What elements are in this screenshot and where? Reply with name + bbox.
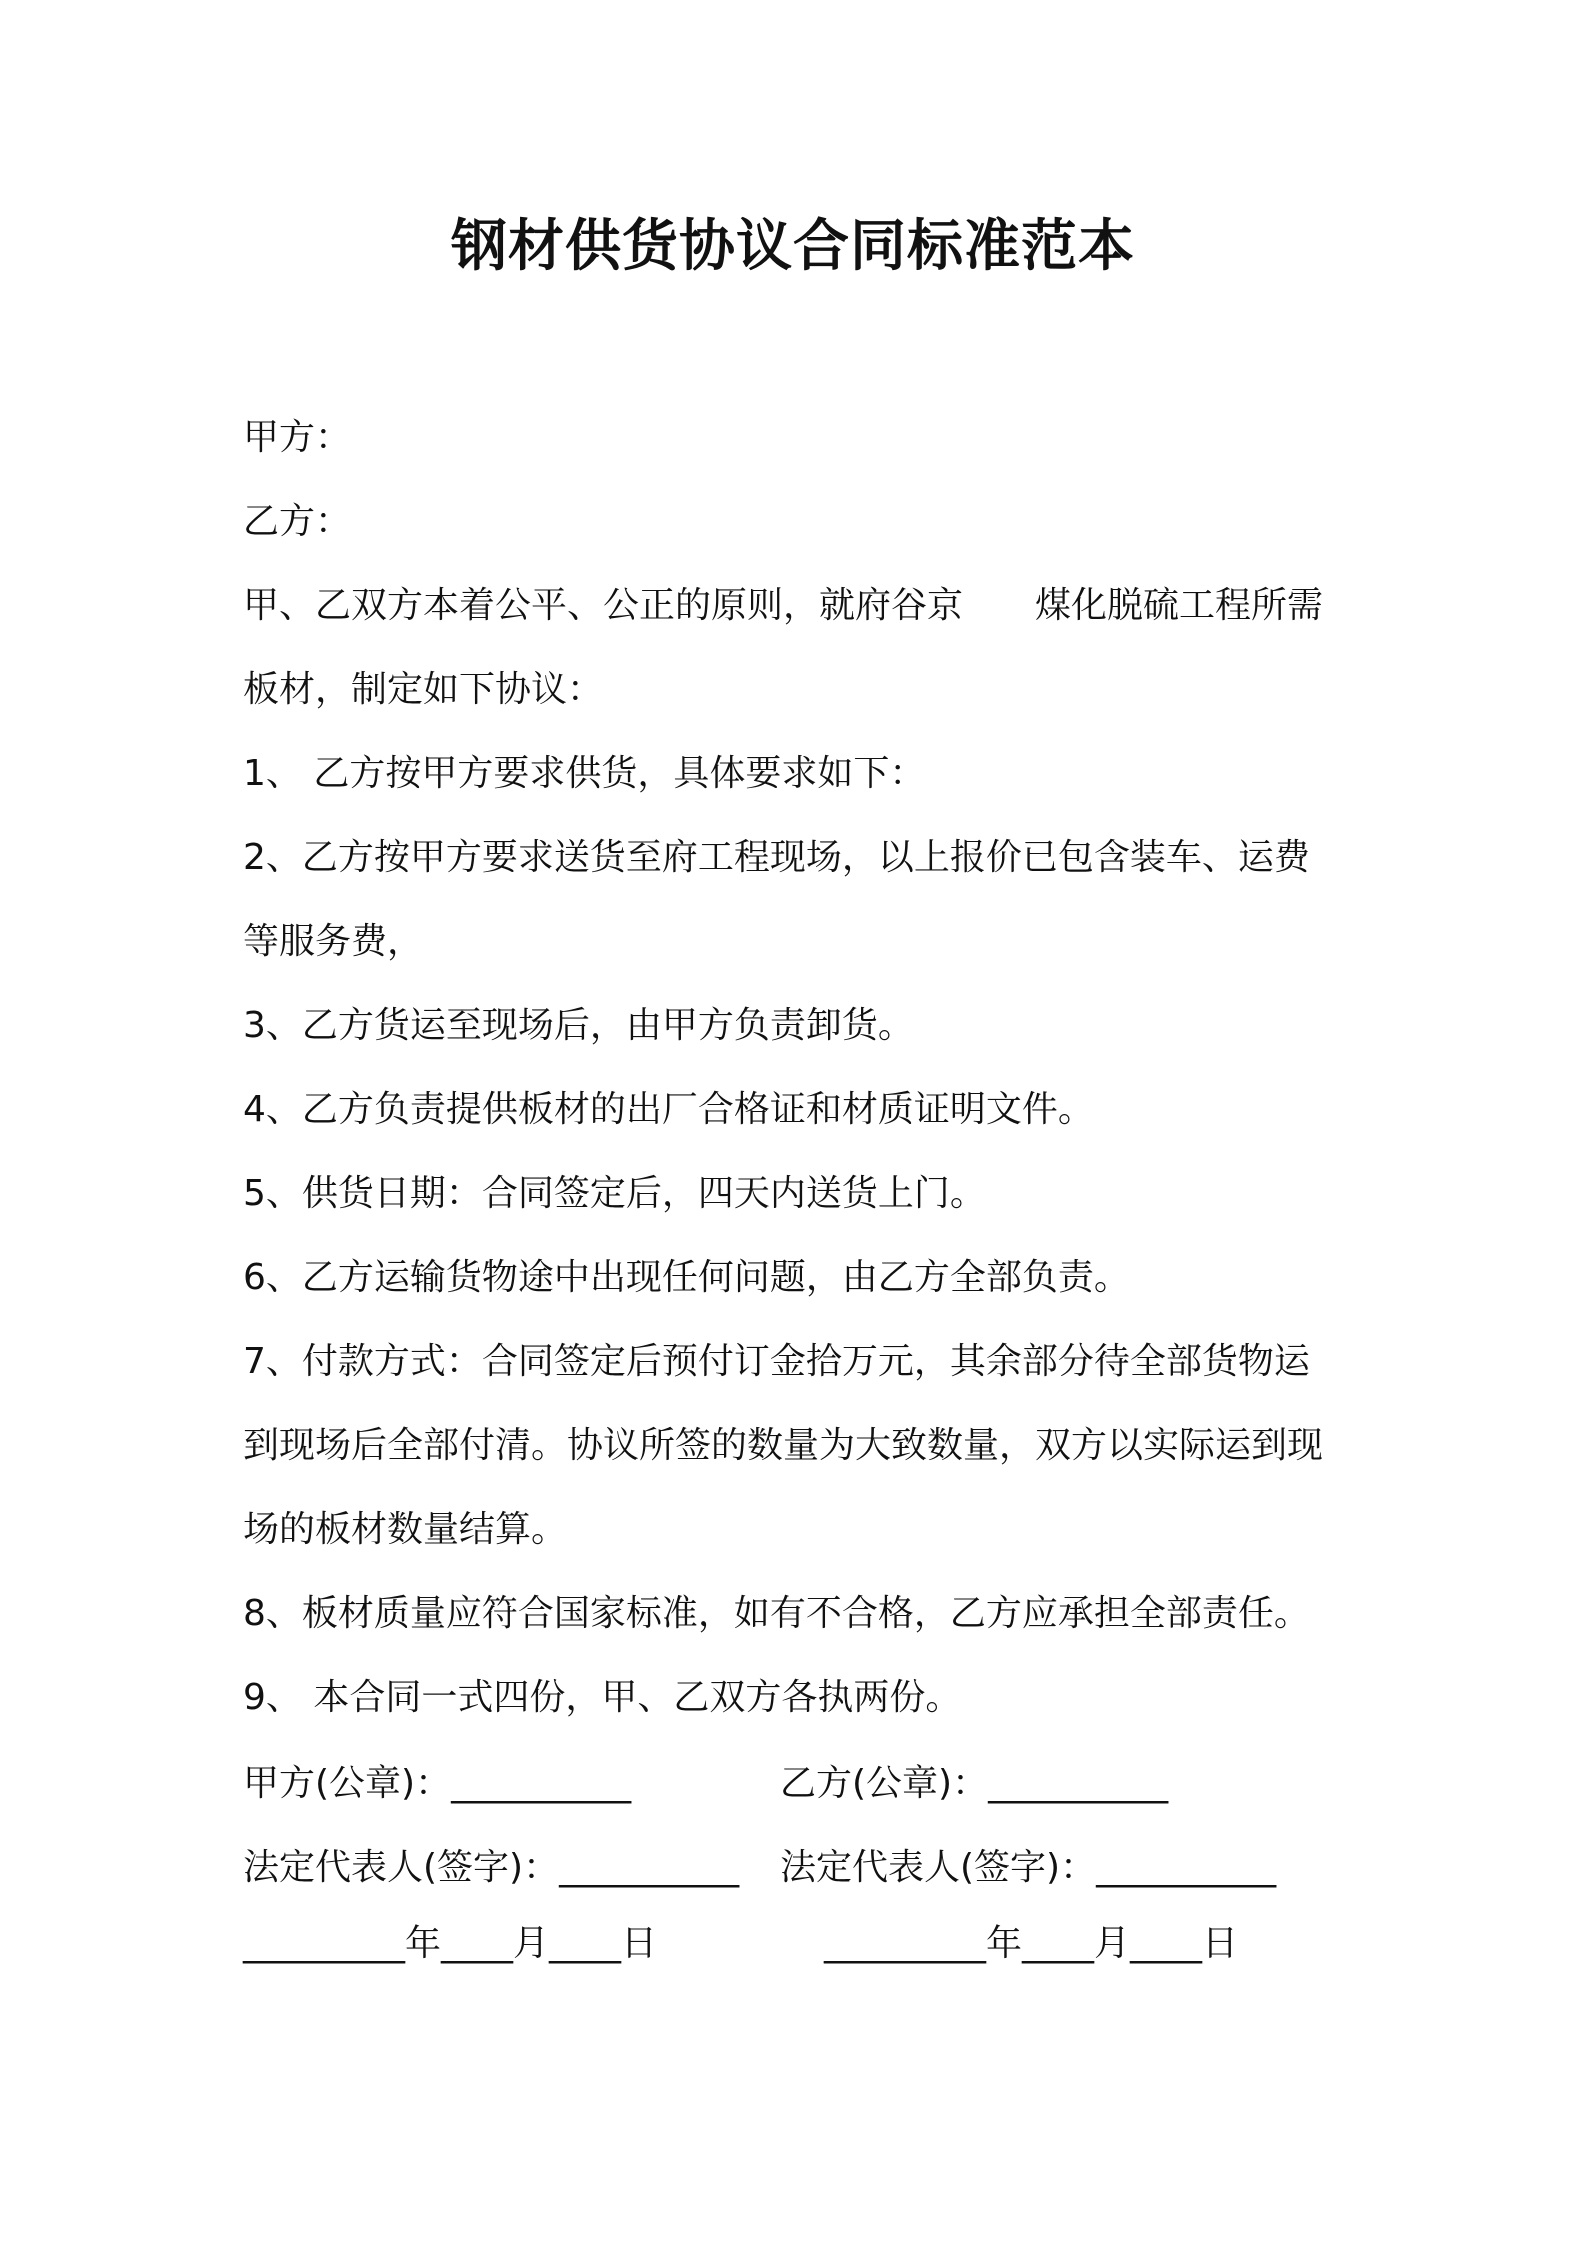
- document-title: 钢材供货协议合同标准范本: [451, 214, 1135, 279]
- intro-line-1: [243, 582, 1323, 630]
- clause-9: 9、 本合同一式四份，甲、乙双方各执两份。: [243, 1677, 962, 1718]
- clause-1: 1、 乙方按甲方要求供货，具体要求如下：: [243, 753, 926, 794]
- clause-8: 8、板材质量应符合国家标准，如有不合格，乙方应承担全部责任。: [243, 1593, 1310, 1634]
- clause-2-line-2: 等服务费，: [243, 921, 424, 962]
- party-b-label: 乙方：: [243, 501, 352, 542]
- clause-6: 6、乙方运输货物途中出现任何问题，由乙方全部负责。: [243, 1257, 1130, 1298]
- representative-party-b: 法定代表人(签字)：__________: [780, 1847, 1277, 1888]
- clause-7-line-3: 场的板材数量结算。: [243, 1509, 568, 1550]
- intro-line-2: 板材，制定如下协议：: [243, 669, 604, 710]
- clause-7-line-2: 到现场后全部付清。协议所签的数量为大致数量，双方以实际运到现: [243, 1425, 1324, 1466]
- clause-5: 5、供货日期：合同签定后，四天内送货上门。: [243, 1173, 986, 1214]
- intro-line-1-part-b: 煤化脱硫工程所需: [1035, 585, 1324, 626]
- clause-4: 4、乙方负责提供板材的出厂合格证和材质证明文件。: [243, 1089, 1094, 1130]
- seal-party-a: 甲方(公章)：__________: [243, 1763, 632, 1804]
- date-party-b: _________年____月____日: [824, 1923, 1238, 1964]
- clause-3: 3、乙方货运至现场后，由甲方负责卸货。: [243, 1005, 914, 1046]
- representative-party-a: 法定代表人(签字)：__________: [243, 1847, 740, 1888]
- seal-party-b: 乙方(公章)：__________: [780, 1763, 1169, 1804]
- clause-2-line-1: 2、乙方按甲方要求送货至府工程现场，以上报价已包含装车、运费: [243, 837, 1310, 878]
- party-a-label: 甲方：: [243, 417, 352, 458]
- intro-line-1-part-a: 甲、乙双方本着公平、公正的原则，就府谷京: [243, 585, 964, 626]
- date-party-a: _________年____月____日: [243, 1923, 657, 1964]
- clause-7-line-1: 7、付款方式：合同签定后预付订金拾万元，其余部分待全部货物运: [243, 1341, 1310, 1382]
